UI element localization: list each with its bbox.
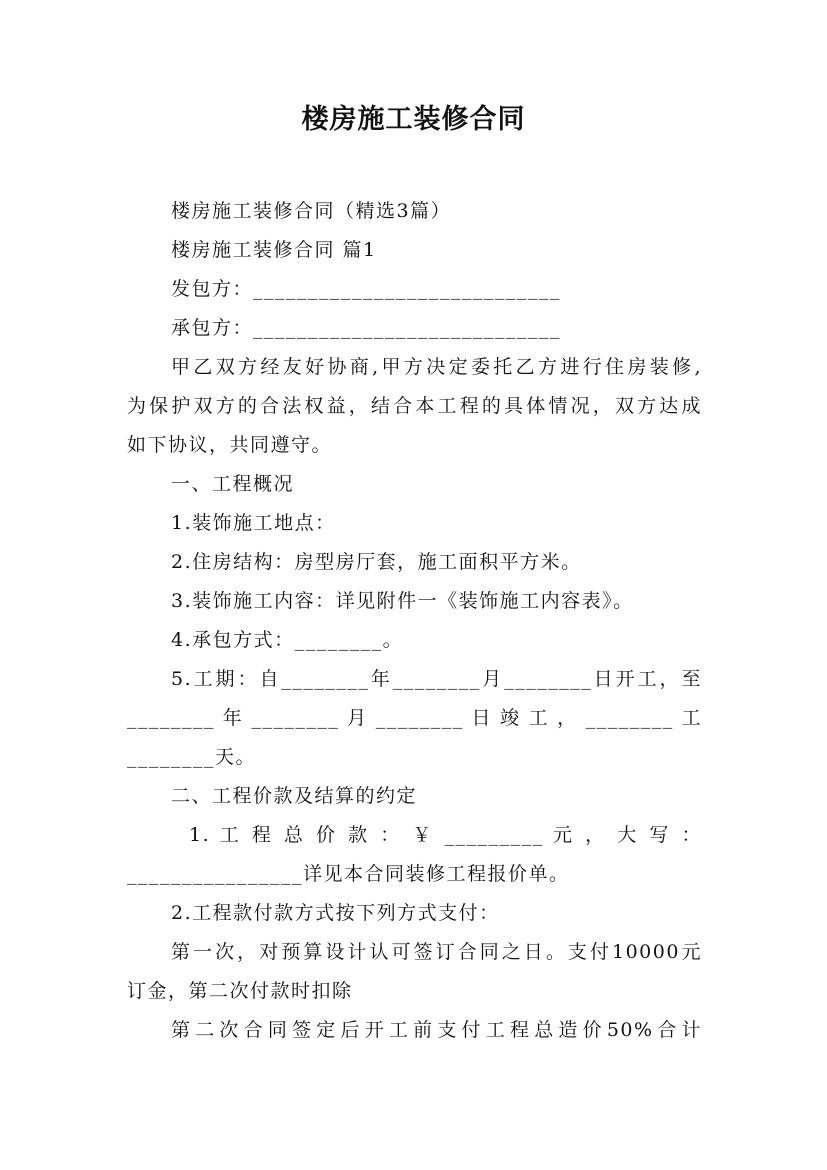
text-line: 甲乙双方经友好协商,甲方决定委托乙方进行住房装修, [171,356,702,378]
section-heading: 一、工程概况 [171,473,295,495]
text-line: 2.住房结构：房型房厅套，施工面积平方米。 [171,551,582,573]
text-line: 发包方：____________________________ [171,278,562,300]
text-line: ________________详见本合同装修工程报价单。 [127,863,570,885]
document-title: 楼房施工装修合同 [301,104,526,135]
text-line: 第二次合同签定后开工前支付工程总造价50%合计 [171,1019,702,1041]
text-line: 楼房施工装修合同（精选3篇） [171,200,452,222]
text-line: 5.工期：自________年________月________日开工，至 [171,668,702,690]
text-line: 为保护双方的合法权益，结合本工程的具体情况，双方达成 [127,395,702,417]
text-line: 1.装饰施工地点： [171,512,336,534]
document-body [127,192,702,1050]
text-line: 第一次，对预算设计认可签订合同之日。支付10000元 [171,941,702,963]
text-line: 楼房施工装修合同 篇1 [171,239,377,261]
text-line: 3.装饰施工内容：详见附件一《装饰施工内容表》。 [171,590,634,612]
text-line: ________天。 [127,746,257,768]
text-line: ________ 年 ________ 月 ________ 日 竣 工 ， ________ 工 [127,707,702,729]
text-line: 承包方：____________________________ [171,317,562,339]
text-line: 4.承包方式：________。 [171,629,404,651]
text-line: 如下协议，共同遵守。 [127,434,333,456]
text-line: 1. 工 程 总 价 款 ： ￥ _________ 元 ， 大 写 ： [189,824,702,846]
section-heading: 二、工程价款及结算的约定 [171,785,418,807]
text-line: 2.工程款付款方式按下列方式支付： [171,902,500,924]
text-line: 订金，第二次付款时扣除 [127,980,353,1002]
